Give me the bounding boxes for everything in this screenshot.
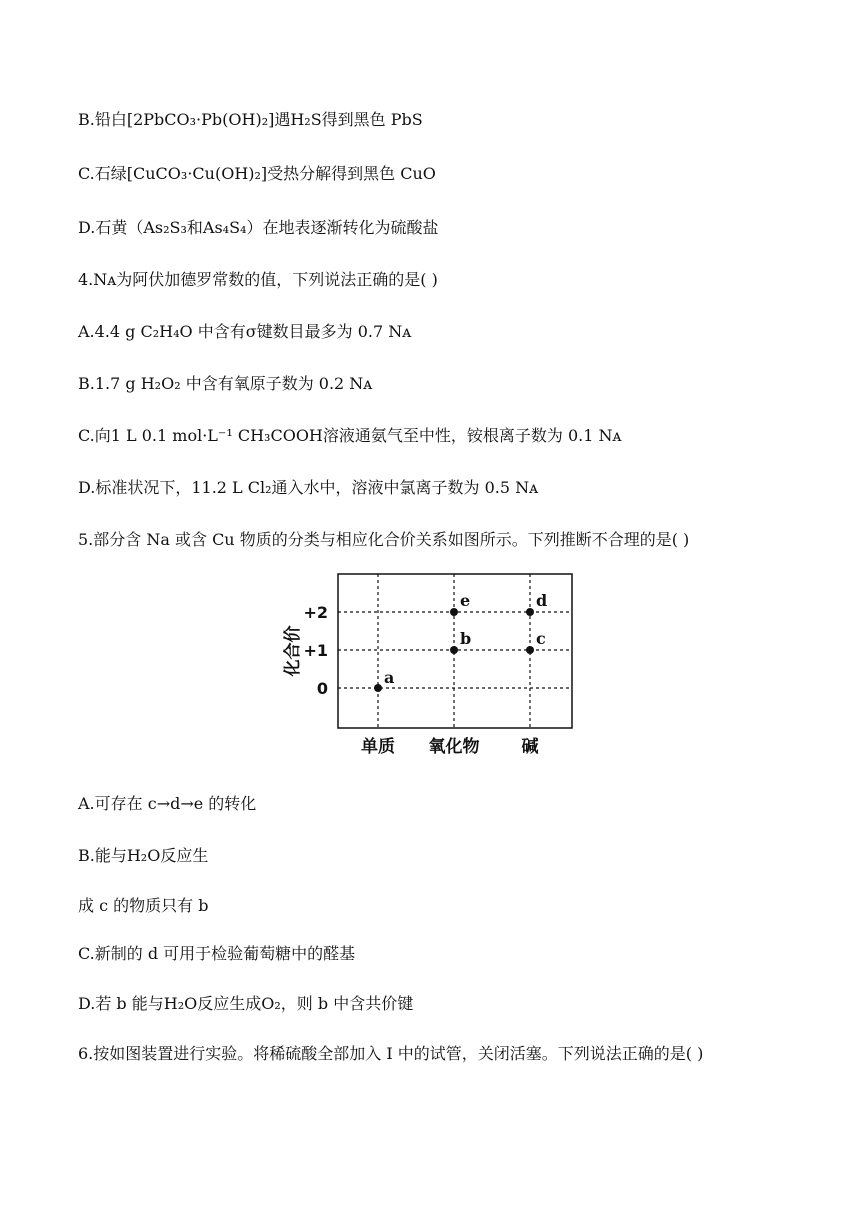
y-tick-plus2: +2 xyxy=(303,603,328,622)
point-label-e: e xyxy=(460,591,471,610)
point-e xyxy=(450,608,458,616)
q4-option-c: C.向1 L 0.1 mol·L⁻¹ CH₃COOH溶液通氨气至中性，铵根离子数为 0.1 Nᴀ xyxy=(78,426,622,445)
point-d xyxy=(526,608,534,616)
valence-classification-figure xyxy=(276,566,576,762)
point-label-b: b xyxy=(460,629,472,648)
point-label-c: c xyxy=(536,629,546,648)
x-cat-oxide: 氧化物 xyxy=(428,737,480,757)
x-cat-element: 单质 xyxy=(361,737,395,757)
q5-stem: 5.部分含 Na 或含 Cu 物质的分类与相应化合价关系如图所示。下列推断不合理的是( ) xyxy=(78,530,690,549)
y-tick-plus1: +1 xyxy=(303,641,328,660)
point-b xyxy=(450,646,458,654)
q4-stem: 4.Nᴀ为阿伏加德罗常数的值，下列说法正确的是( ) xyxy=(78,270,438,289)
q3-option-c: C.石绿[CuCO₃·Cu(OH)₂]受热分解得到黑色 CuO xyxy=(78,164,436,183)
point-label-a: a xyxy=(384,668,395,687)
q4-option-d: D.标准状况下，11.2 L Cl₂通入水中，溶液中氯离子数为 0.5 Nᴀ xyxy=(78,478,539,497)
q3-option-b: B.铅白[2PbCO₃·Pb(OH)₂]遇H₂S得到黑色 PbS xyxy=(78,110,423,129)
y-tick-zero: 0 xyxy=(316,679,328,698)
point-label-d: d xyxy=(536,591,548,610)
q4-option-a: A.4.4 g C₂H₄O 中含有σ键数目最多为 0.7 Nᴀ xyxy=(78,322,412,341)
q5-option-c: C.新制的 d 可用于检验葡萄糖中的醛基 xyxy=(78,944,356,963)
point-a xyxy=(374,684,382,692)
y-axis-label: 化合价 xyxy=(283,625,303,677)
q5-option-d: D.若 b 能与H₂O反应生成O₂，则 b 中含共价键 xyxy=(78,994,414,1013)
q5-option-b-part1: B.能与H₂O反应生 xyxy=(78,846,209,865)
q5-option-b-part2: 成 c 的物质只有 b xyxy=(78,896,209,915)
q3-option-d: D.石黄（As₂S₃和As₄S₄）在地表逐渐转化为硫酸盐 xyxy=(78,218,439,237)
q4-option-b: B.1.7 g H₂O₂ 中含有氧原子数为 0.2 Nᴀ xyxy=(78,374,373,393)
q5-option-a: A.可存在 c→d→e 的转化 xyxy=(78,794,257,813)
x-cat-base: 碱 xyxy=(521,737,539,757)
point-c xyxy=(526,646,534,654)
q6-stem: 6.按如图装置进行实验。将稀硫酸全部加入 I 中的试管，关闭活塞。下列说法正确的是( ) xyxy=(78,1044,704,1063)
